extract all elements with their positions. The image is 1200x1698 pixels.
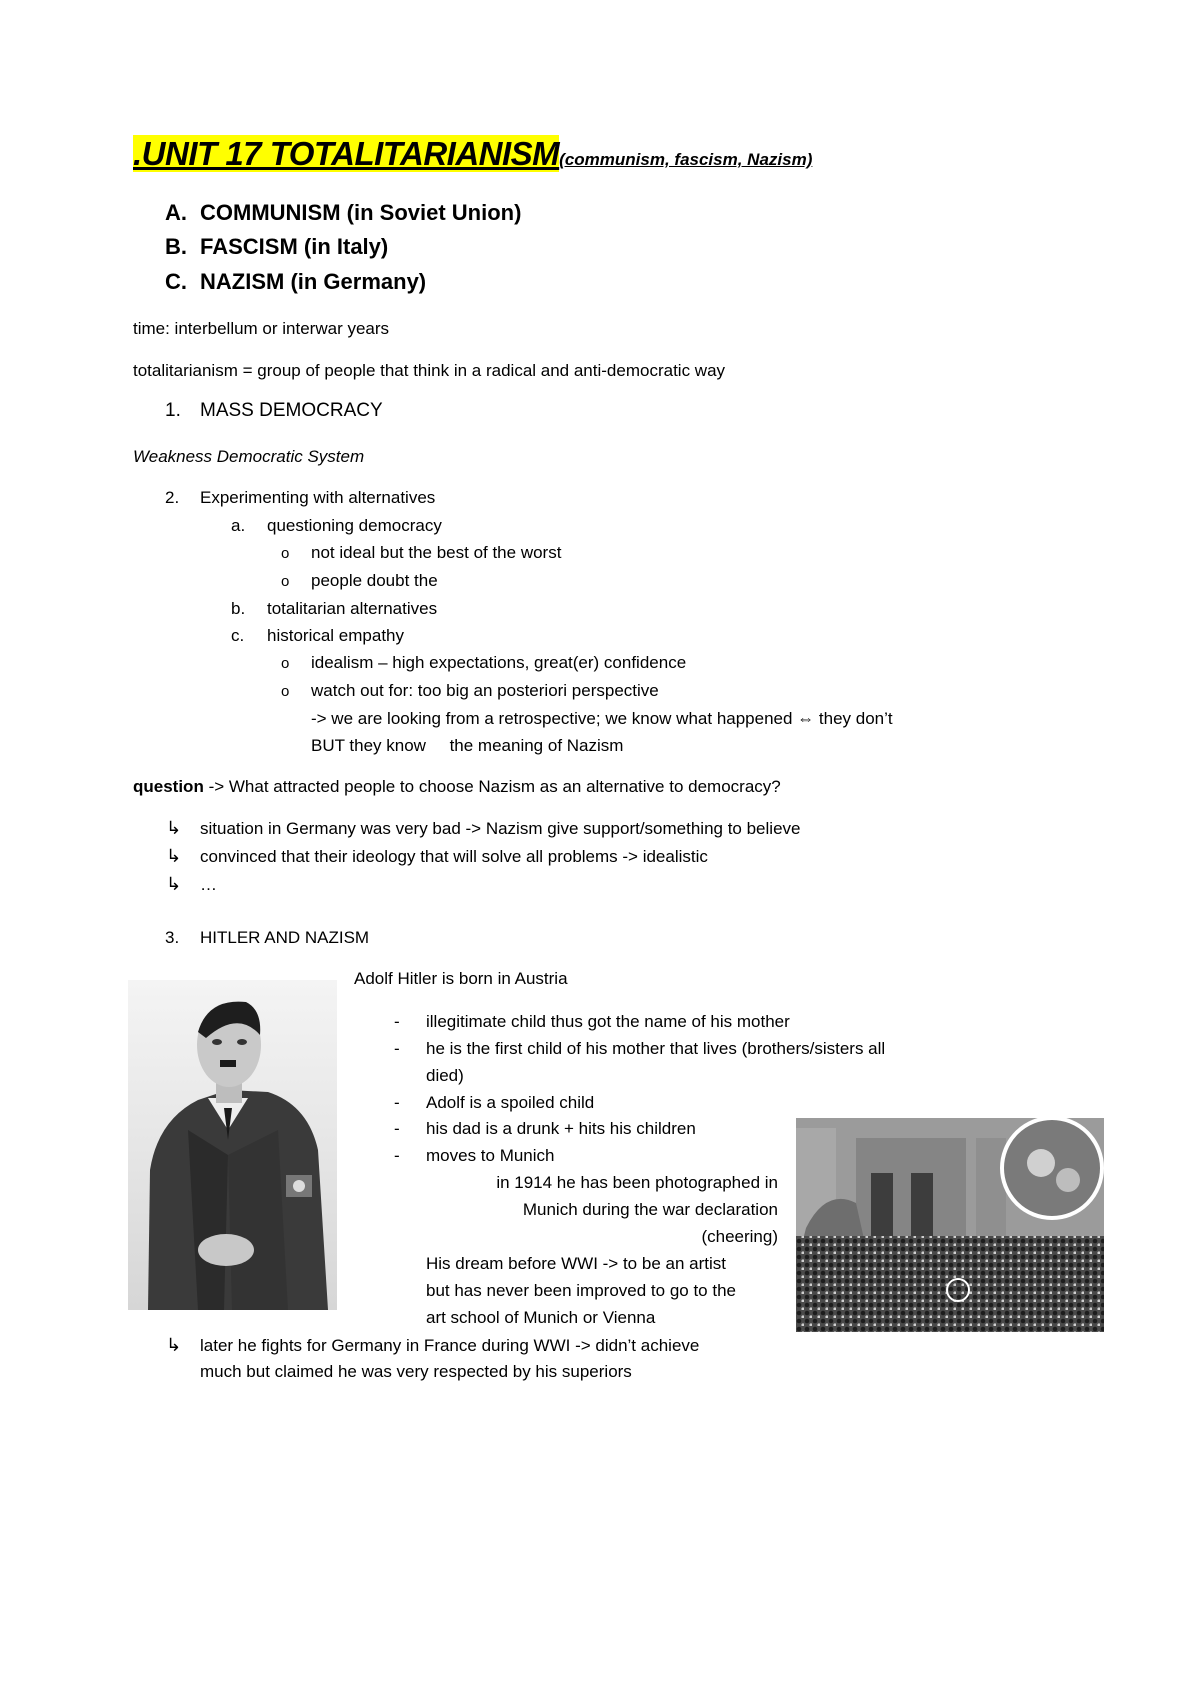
later-1: [166, 1334, 699, 1357]
later-text: later he fights for Germany in France during WWI -> didn’t achieve: [200, 1336, 700, 1355]
answer-2: [166, 845, 708, 868]
answer-3: [166, 873, 217, 896]
answer-1: [166, 817, 800, 840]
section-3-heading: [165, 927, 369, 949]
fact-2-cont: died): [426, 1066, 464, 1085]
fact-text: his dad is a drunk + hits his children: [426, 1119, 696, 1138]
later-2: much but claimed he was very respected by his superiors: [200, 1362, 632, 1381]
answer-text: …: [200, 875, 217, 894]
fact-5: [394, 1145, 555, 1167]
answer-text: situation in Germany was very bad -> Nazism give support/something to believe: [200, 819, 801, 838]
page-title: [133, 135, 812, 173]
item-letter: b.: [231, 599, 246, 618]
caption-line: in 1914 he has been photographed in: [496, 1173, 778, 1192]
part-a: [165, 200, 521, 226]
item-a: [231, 515, 442, 537]
bullet-a1: [281, 542, 561, 565]
note-line-1: -> we are looking from a retrospective; we know what happened ⇔ they don’t: [311, 709, 893, 728]
question-line: [133, 776, 781, 798]
crowd-scene-icon: [796, 1118, 1104, 1332]
part-c: [165, 269, 426, 295]
dash-icon: -: [394, 1012, 400, 1031]
bullet-text: watch out for: too big an posteriori perspective: [311, 681, 659, 700]
section-2-heading: [165, 487, 435, 509]
item-b: [231, 598, 437, 620]
arrow-icon: ↳: [166, 1335, 182, 1355]
note-line-2: BUT they know the meaning of Nazism: [311, 736, 624, 755]
dream-line-2: but has never been improved to go to the: [426, 1281, 736, 1300]
bullet-c1: [281, 652, 686, 675]
fact-2: [394, 1038, 885, 1060]
answer-text: convinced that their ideology that will solve all problems -> idealistic: [200, 847, 708, 866]
hitler-born: Adolf Hitler is born in Austria: [354, 969, 568, 988]
item-c: [231, 625, 404, 647]
time-line: time: interbellum or interwar years: [133, 319, 390, 338]
part-text: COMMUNISM (in Soviet Union): [200, 200, 522, 225]
caption-line: (cheering): [701, 1227, 778, 1246]
part-letter: A.: [165, 200, 187, 225]
item-letter: c.: [231, 626, 245, 645]
hitler-portrait-image: [128, 980, 337, 1310]
bullet-icon: o: [281, 545, 290, 562]
fact-text: Adolf is a spoiled child: [426, 1093, 595, 1112]
dash-icon: -: [394, 1093, 400, 1112]
definition: totalitarianism = group of people that think in a radical and anti-democratic way: [133, 361, 726, 380]
section-title: HITLER AND NAZISM: [200, 928, 370, 947]
question-text: -> What attracted people to choose Nazism as an alternative to democracy?: [203, 777, 781, 796]
question-label: question: [133, 777, 204, 796]
fact-4: [394, 1118, 696, 1140]
section-title: MASS DEMOCRACY: [200, 400, 383, 421]
munich-crowd-image: [796, 1118, 1104, 1332]
fact-text: moves to Munich: [426, 1146, 555, 1165]
dash-icon: -: [394, 1119, 400, 1138]
section-title: Experimenting with alternatives: [200, 488, 436, 507]
dash-icon: -: [394, 1146, 400, 1165]
item-text: totalitarian alternatives: [267, 599, 438, 618]
fact-text: illegitimate child thus got the name of his mother: [426, 1012, 790, 1031]
bullet-c2: [281, 680, 659, 703]
bullet-text: idealism – high expectations, great(er) confidence: [311, 653, 687, 672]
dash-icon: -: [394, 1039, 400, 1058]
part-letter: B.: [165, 234, 187, 259]
section-number: 3.: [165, 928, 180, 947]
section-1-heading: [165, 400, 383, 422]
dream-line-1: His dream before WWI -> to be an artist: [426, 1254, 726, 1273]
title-main: .UNIT 17 TOTALITARIANISM: [133, 135, 560, 172]
part-text: NAZISM (in Germany): [200, 269, 427, 294]
section-number: 1.: [165, 400, 181, 421]
title-sub: (communism, fascism, Nazism): [559, 150, 813, 169]
fact-1: [394, 1011, 790, 1033]
dream-line-3: art school of Munich or Vienna: [426, 1308, 656, 1327]
bullet-text: not ideal but the best of the worst: [311, 543, 562, 562]
arrow-icon: ↳: [166, 846, 182, 866]
part-text: FASCISM (in Italy): [200, 234, 389, 259]
item-text: questioning democracy: [267, 516, 442, 535]
photo-caption: [426, 1172, 778, 1253]
arrow-icon: ↳: [166, 818, 182, 838]
part-letter: C.: [165, 269, 187, 294]
bullet-text: people doubt the: [311, 571, 438, 590]
portrait-silhouette-icon: [128, 980, 337, 1310]
fact-3: [394, 1092, 594, 1114]
item-letter: a.: [231, 516, 246, 535]
arrow-icon: ↳: [166, 874, 182, 894]
part-b: [165, 234, 388, 260]
section-number: 2.: [165, 488, 180, 507]
fact-text: he is the first child of his mother that lives (brothers/sisters all: [426, 1039, 886, 1058]
bullet-icon: o: [281, 683, 290, 700]
caption-line: Munich during the war declaration: [522, 1200, 778, 1219]
bullet-icon: o: [281, 655, 290, 672]
bullet-icon: o: [281, 573, 290, 590]
weakness-subtitle: Weakness Democratic System: [133, 447, 365, 466]
bullet-a2: [281, 570, 438, 593]
item-text: historical empathy: [267, 626, 405, 645]
